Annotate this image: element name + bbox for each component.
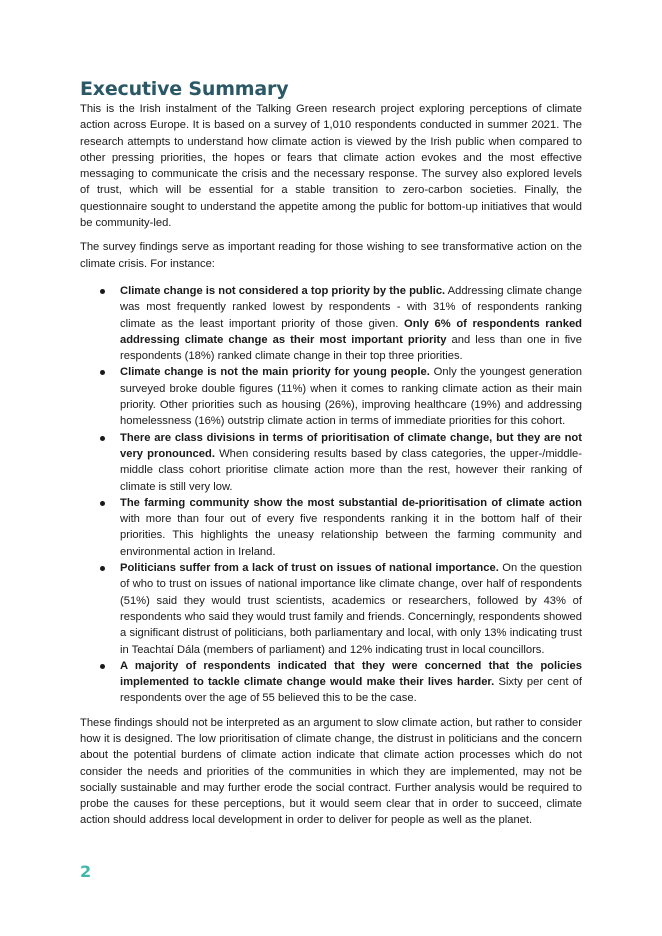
finding-item [80,560,582,658]
finding-heading: There are class divisions in terms of prioritisation of climate change, but they are not very pronounced. [120,431,582,460]
finding-heading: The farming community show the most substantial de-prioritisation of climate action [120,496,582,509]
finding-item [80,430,582,495]
finding-heading: Climate change is not considered a top priority by the public. [120,284,446,297]
page-number: 2 [80,862,92,881]
finding-emphasis: Only 6% of respondents ranked addressing climate change as their most important priority [120,317,582,346]
bullet-icon [100,566,105,571]
finding-item [80,658,582,707]
finding-item [80,364,582,429]
intro-paragraph: This is the Irish instalment of the Talking Green research project exploring perceptions of climate action across Europe. It is based on a survey of 1,010 respondents conducted in summer 2021. The research attempts to understand how climate action is viewed by the Irish public when compared to other pressing priorities, the hopes or fears that climate action evokes and the most effective messaging to communicate the crisis and the necessary response. The survey also explored levels of trust, which will be essential for a stable transition to zero-carbon societies. Finally, the questionnaire sought to understand the appetite among the public for bottom-up initiatives that would be community-led. [80,103,582,230]
finding-text: On the question of who to trust on issues of national importance like climate change, over half of respondents (51%) said they would trust scientists, academics or researchers, followed by 43% of respondents who said they would trust family and friends. Concerningly, respondents showed a significant distrust of politicians, both parliamentary and local, with only 13% indicating trust in Teachtaí Dála (members of parliament) and 12% indicating trust in local councillors. [120,562,582,656]
document-page [80,78,582,829]
bullet-icon [100,501,105,506]
finding-text: Only the youngest generation surveyed broke double figures (11%) when it comes to ranking climate action as their main priority. Other priorities such as housing (26%), improving healthcare (19%) and addressing homelessness (16%) outstrip climate action in terms of immediate priorities for this cohort. [120,366,582,428]
finding-item [80,495,582,560]
bullet-icon [100,289,105,294]
finding-text: Sixty per cent of respondents over the age of 55 believed this to be the case. [120,676,582,705]
bullet-icon [100,370,105,375]
bullet-icon [100,664,105,669]
finding-heading: Climate change is not the main priority for young people. [120,366,430,379]
finding-item [80,283,582,364]
page-title: Executive Summary [80,78,289,100]
conclusion-paragraph: These findings should not be interpreted as an argument to slow climate action, but rather to consider how it is designed. The low prioritisation of climate change, the distrust in politicians and the concern about the potential burdens of climate action indicate that climate action processes which do not consider the needs and priorities of the communities in which they are implemented, may not be socially sustainable and may further erode the social contract. Further analysis would be required to probe the causes for these perceptions, but it would seem clear that in order to succeed, climate action should address local development in order to deliver for people as well as the planet. [80,716,582,827]
finding-heading: Politicians suffer from a lack of trust on issues of national importance. [120,562,499,575]
finding-heading: A majority of respondents indicated that they were concerned that the policies implemented to tackle climate change would make their lives harder. [120,659,582,689]
findings-list [80,283,582,707]
bullet-icon [100,436,105,441]
finding-text: with more than four out of every five respondents ranking it in the bottom half of their priorities. This highlights the uneasy relationship between the farming community and environmental action in Ireland. [120,513,582,558]
finding-text: When considering results based by class categories, the upper-/middle-middle class cohort prioritise climate action more than the rest, however their ranking of climate is still very low. [120,447,583,493]
finding-text: and less than one in five respondents (18%) ranked climate change in their top three priorities. [120,333,582,363]
finding-text: Addressing climate change was most frequently ranked lowest by respondents - with 31% of respondents ranking climate as the least important priority of those given. [120,284,582,330]
lead-in-paragraph: The survey findings serve as important reading for those wishing to see transformative action on the climate crisis. For instance: [80,241,582,270]
